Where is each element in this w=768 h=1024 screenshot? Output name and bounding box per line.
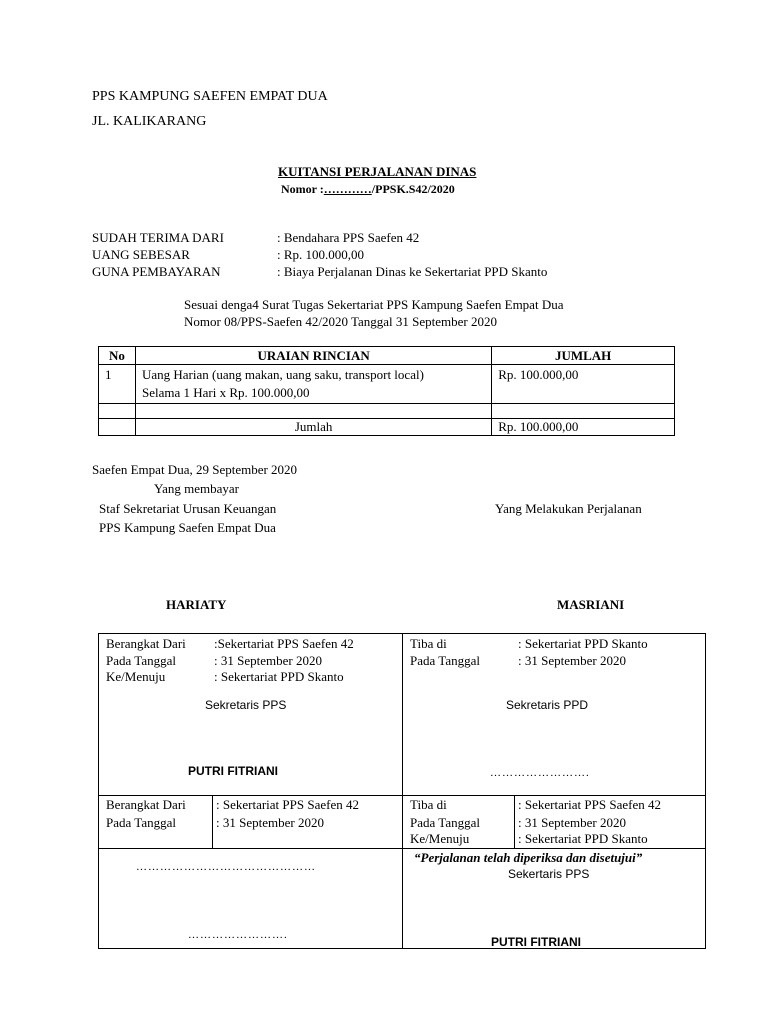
header-no: No xyxy=(99,347,136,365)
field-label-received-from: SUDAH TERIMA DARI xyxy=(92,230,224,245)
place-date: Saefen Empat Dua, 29 September 2020 xyxy=(92,462,298,477)
number-value: /PPSK.S42/2020 xyxy=(371,182,455,196)
org-address: JL. KALIKARANG xyxy=(92,114,207,129)
total-label: Jumlah xyxy=(135,419,491,436)
basis-line-1: Sesuai denga4 Surat Tugas Sekertariat PPS Kampung Saefen Empat Dua xyxy=(184,297,564,312)
number-label: Nomor : xyxy=(281,182,324,196)
row-amount: Rp. 100.000,00 xyxy=(492,365,675,404)
depart-date-label-2: Pada Tanggal xyxy=(106,815,176,830)
depart-date-value: : 31 September 2020 xyxy=(214,653,322,668)
destination-value-2: : Sekertariat PPD Skanto xyxy=(518,831,648,846)
column-divider xyxy=(402,633,403,949)
payer-title-1: Staf Sekretariat Urusan Keuangan xyxy=(99,501,277,516)
empty-cell xyxy=(492,404,675,419)
field-value-purpose: : Biaya Perjalanan Dinas ke Sekertariat PPD Skanto xyxy=(277,264,548,279)
destination-value: : Sekertariat PPD Skanto xyxy=(214,669,344,684)
payer-name: HARIATY xyxy=(166,597,227,612)
row-description-line-2: Selama 1 Hari x Rp. 100.000,00 xyxy=(141,385,310,400)
empty-cell xyxy=(99,419,136,436)
sub-divider-left xyxy=(212,795,213,848)
sub-divider-right xyxy=(514,795,515,848)
org-name: PPS KAMPUNG SAEFEN EMPAT DUA xyxy=(92,89,328,104)
signature-dots-ppd: ……………………. xyxy=(490,767,590,779)
header-description: URAIAN RINCIAN xyxy=(135,347,491,365)
depart-date-value-2: : 31 September 2020 xyxy=(216,815,324,830)
detail-table xyxy=(98,346,675,436)
row-description xyxy=(135,365,491,404)
row-divider-2 xyxy=(98,848,706,849)
depart-from-label-2: Berangkat Dari xyxy=(106,797,186,812)
document-title: KUITANSI PERJALANAN DINAS xyxy=(278,164,477,179)
total-amount: Rp. 100.000,00 xyxy=(492,419,675,436)
arrive-at-label: Tiba di xyxy=(410,636,447,651)
basis-line-2: Nomor 08/PPS-Saefen 42/2020 Tanggal 31 September 2020 xyxy=(184,314,497,329)
arrive-date-label: Pada Tanggal xyxy=(410,653,480,668)
arrive-at-value: : Sekertariat PPD Skanto xyxy=(518,636,648,651)
signer-name-pps: PUTRI FITRIANI xyxy=(188,764,278,778)
number-dots: ………… xyxy=(323,182,372,196)
row-divider-1 xyxy=(98,795,706,796)
traveler-name: MASRIANI xyxy=(557,597,625,612)
row-description-line-1: Uang Harian (uang makan, uang saku, transport local) xyxy=(141,367,424,382)
signer-role-pps: Sekretaris PPS xyxy=(205,698,287,712)
approval-statement: “Perjalanan telah diperiksa dan disetujui” xyxy=(414,850,643,865)
field-value-amount: : Rp. 100.000,00 xyxy=(277,247,365,262)
depart-from-value-2: : Sekertariat PPS Saefen 42 xyxy=(216,797,359,812)
table-row xyxy=(99,365,675,404)
signature-dots-1: ……………………………………… xyxy=(136,861,316,873)
empty-cell xyxy=(99,404,136,419)
payer-title-2: PPS Kampung Saefen Empat Dua xyxy=(99,520,276,535)
header-amount: JUMLAH xyxy=(492,347,675,365)
destination-label: Ke/Menuju xyxy=(106,669,166,684)
field-label-purpose: GUNA PEMBAYARAN xyxy=(92,264,221,279)
arrive-at-value-2: : Sekertariat PPS Saefen 42 xyxy=(518,797,661,812)
table-header-row xyxy=(99,347,675,365)
table-total-row xyxy=(99,419,675,436)
depart-from-label: Berangkat Dari xyxy=(106,636,186,651)
destination-label-2: Ke/Menuju xyxy=(410,831,470,846)
arrive-at-label-2: Tiba di xyxy=(410,797,447,812)
row-no: 1 xyxy=(99,365,136,404)
signer-role-ppd: Sekretaris PPD xyxy=(506,698,589,712)
traveler-role: Yang Melakukan Perjalanan xyxy=(495,501,642,516)
arrive-date-value-2: : 31 September 2020 xyxy=(518,815,626,830)
approver-role: Sekertaris PPS xyxy=(508,867,590,881)
signature-dots-2: ……………………. xyxy=(188,929,288,941)
depart-from-value: :Sekertariat PPS Saefen 42 xyxy=(214,636,354,651)
payer-role: Yang membayar xyxy=(154,481,239,496)
document-number xyxy=(281,181,455,197)
arrive-date-value: : 31 September 2020 xyxy=(518,653,626,668)
field-value-received-from: : Bendahara PPS Saefen 42 xyxy=(277,230,420,245)
depart-date-label: Pada Tanggal xyxy=(106,653,176,668)
field-label-amount: UANG SEBESAR xyxy=(92,247,190,262)
arrive-date-label-2: Pada Tanggal xyxy=(410,815,480,830)
approver-name: PUTRI FITRIANI xyxy=(491,935,581,949)
empty-cell xyxy=(135,404,491,419)
table-row-empty xyxy=(99,404,675,419)
